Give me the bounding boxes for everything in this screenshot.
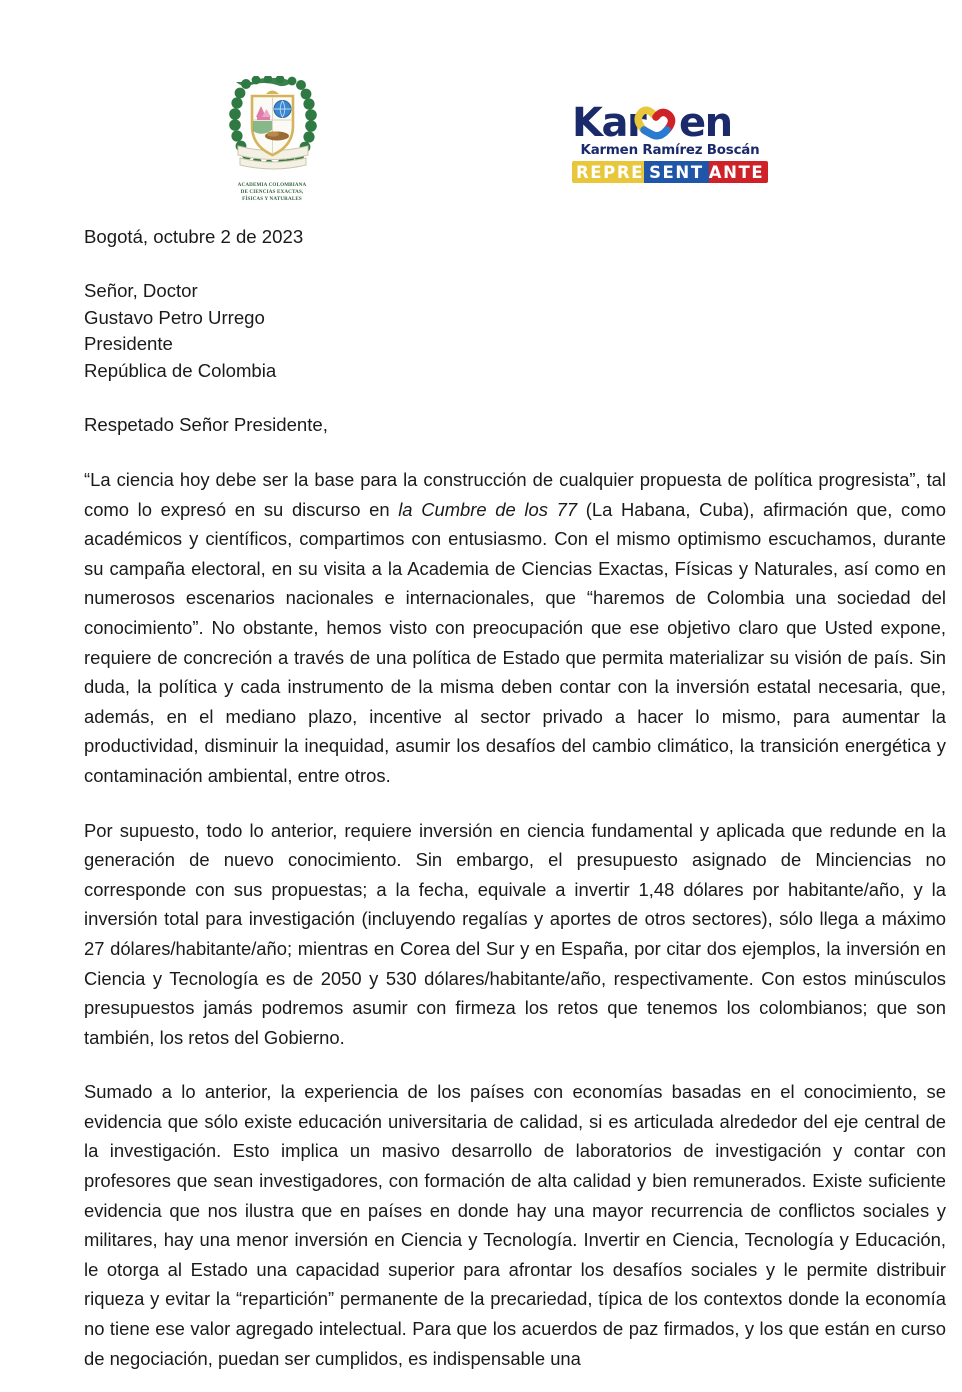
academia-logo [213,76,331,204]
paragraph-1 [84,465,946,791]
academia-caption-line-3: FÍSICAS Y NATURALES [242,196,302,203]
karmen-logo [572,100,768,183]
letterhead [0,0,962,215]
addressee-line-4: República de Colombia [84,359,277,381]
addressee-line-2: Gustavo Petro Urrego [84,306,265,328]
paragraph-1-part-a: “La ciencia hoy debe ser la base para la construcción de cualquier propuesta de política progresista”, tal como lo expresó en su discurso en [84,469,946,520]
banner-segment-red: ANTE [709,161,768,183]
date-line: Bogotá, octubre 2 de 2023 [84,226,304,247]
karmen-wordmark [572,100,768,146]
addressee-line-1: Señor, Doctor [84,280,198,301]
addressee-line-3: Presidente [84,333,173,354]
karmen-subtitle: Karmen Ramírez Boscán [580,143,760,158]
academia-caption-line-2: DE CIENCIAS EXACTAS, [240,189,304,196]
salutation: Respetado Señor Presidente, [84,414,328,435]
paragraph-1-part-b: (La Habana, Cuba), afirmación que, como académicos y científicos, compartimos con entusiasmo. Con el mismo optimismo escuchamos, durante su campaña electoral, en su visita a la Academia de Ciencias Exactas, Físicas y Naturales, así como en numerosos escenarios nacionales e internacionales, que “haremos de Colombia una sociedad del conocimiento”. No obstante, hemos visto con preocupación que ese objetivo claro que Usted expone, requiere de concreción a través de una política de Estado que permita materializar su visión de país. Sin duda, la política y cada instrumento de la misma deben contar con la inversión estatal necesaria, que, además, en el mediano plazo, incentive al sector privado a hacer lo mismo, para aumentar la productividad, disminuir la inequidad, asumir los desafíos del cambio climático, la transición energética y contaminación ambiental, entre otros. [84,498,946,786]
letter-body [84,224,946,1392]
representante-banner [572,161,768,183]
banner-segment-blue: SENT [644,161,709,183]
academia-crest-icon [222,76,322,180]
academia-caption-line-1: ACADEMIA COLOMBIANA [237,182,307,188]
svg-text:en: en [679,100,732,146]
svg-text:Kar: Kar [572,100,646,146]
cumbre-77-citation: la Cumbre de los 77 [398,498,578,520]
banner-segment-yellow: REPRE [572,161,644,183]
paragraph-3: Sumado a lo anterior, la experiencia de los países con economías basadas en el conocimiento, se evidencia que sólo existe educación universitaria de calidad, si es articulada alrededor del eje central de la investigación. Esto implica un masivo desarrollo de laboratorios de investigación y contar con profesores que sean investigadores, con formación de alta calidad y bien remunerados. Existe suficiente evidencia que nos ilustra que en países en donde hay una mayor recurrencia de conflictos sociales y militares, hay una menor inversión en Ciencia y Tecnología. Invertir en Ciencia, Tecnología y Educación, le otorga al Estado una capacidad superior para afrontar los desafíos sociales y le permite distribuir riqueza y evitar la “repartición” permanente de la precariedad, típica de los contextos donde la economía no tiene ese valor agregado intelectual. Para que los acuerdos de paz firmados, y los que están en curso de negociación, puedan ser cumplidos, es indispensable una [84,1081,946,1369]
academia-caption [213,182,331,204]
addressee-block [84,278,946,384]
paragraph-2: Por supuesto, todo lo anterior, requiere inversión en ciencia fundamental y aplicada que redunde en la generación de nuevo conocimiento. Sin embargo, el presupuesto asignado de Minciencias no corresponde con sus propuestas; a la fecha, equivale a invertir 1,48 dólares por habitante/año, y la inversión total para investigación (incluyendo regalías y aportes de otros sectores), sólo llega a máximo 27 dólares/habitante/año; mientras en Corea del Sur y en España, por citar dos ejemplos, la inversión en Ciencia y Tecnología es de 2050 y 530 dólares/habitante/año, respectivamente. Con estos minúsculos presupuestos jamás podremos asumir con firmeza los retos que tenemos los colombianos; que son también, los retos del Gobierno. [84,819,946,1048]
